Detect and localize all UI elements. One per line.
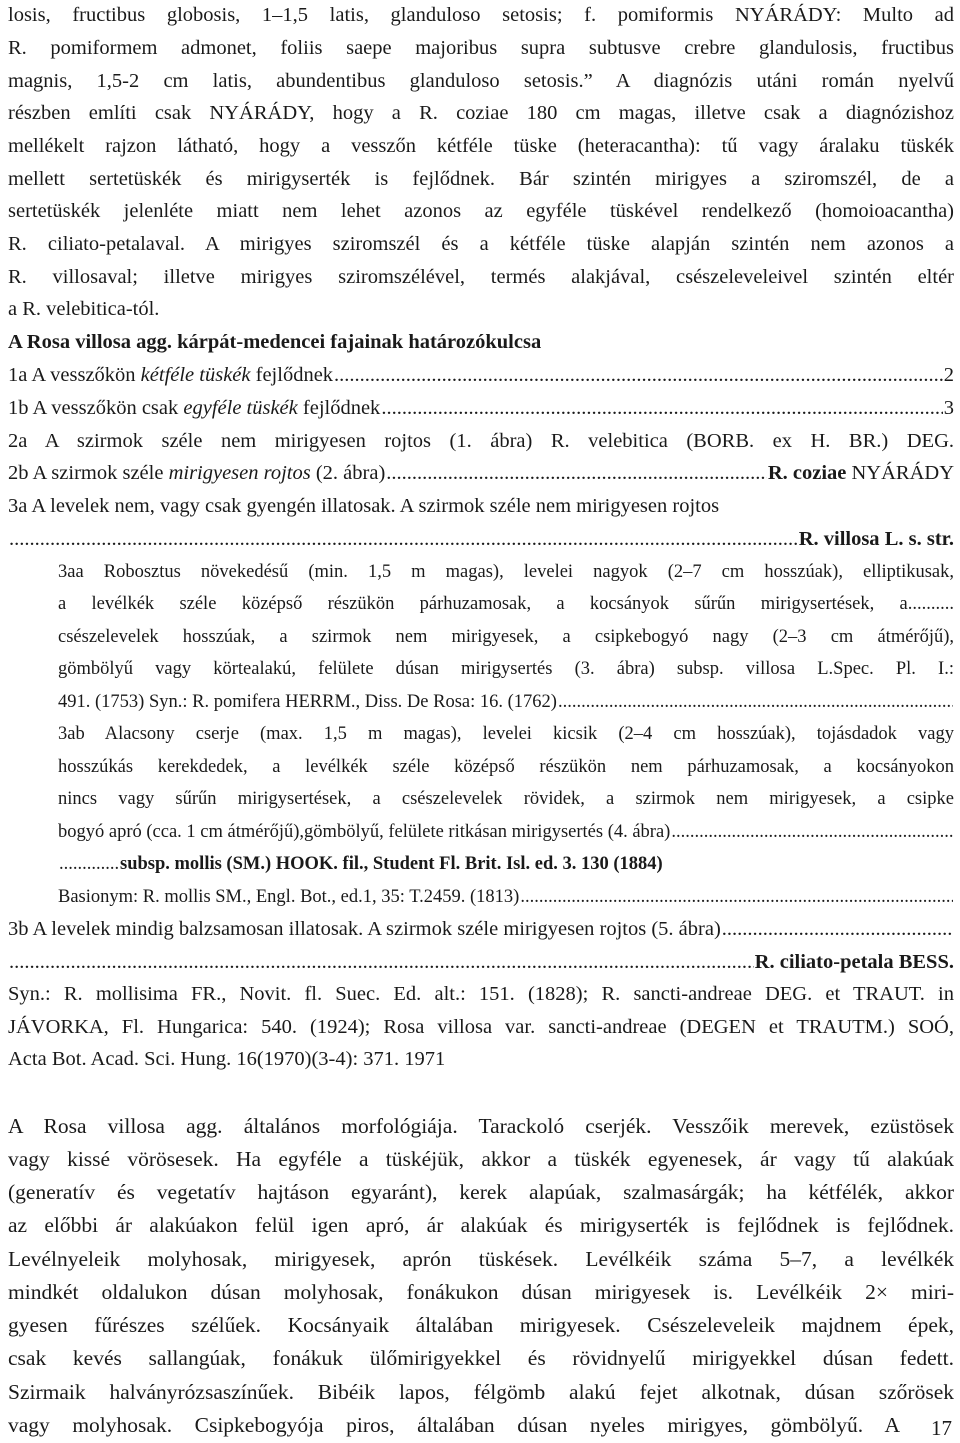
subkey-3aa-line: csészelevelek hosszúak, a szirmok nem mirigyesek, a csipkebogyó nagy (2–3 cm átmérőjű), [58, 627, 954, 647]
subkey-3ab-text: subsp. mollis (SM.) HOOK. fil., Student Fl. Brit. Isl. ed. 3. 130 (1884) [120, 854, 663, 874]
leader-dots [59, 849, 119, 879]
text-line: az előbbi ár alakúakon felül igen apró, ár alakúak és mirigyserték is fejlődnek is fejlődnek. [8, 1213, 954, 1237]
key-entry-2a: 2a A szirmok széle nem mirigyesen rojtos (1. ábra) R. velebitica (BORB. ex H. BR.) DEG. [8, 430, 954, 452]
text-line: R. pomiformem admonet, foliis saepe majoribus supra subtusve crebre glandulosis, fructibus [8, 37, 954, 59]
key-entry-text: 2b A szirmok széle mirigyesen rojtos (2. ábra) [8, 462, 386, 484]
key-entry-1b [8, 393, 954, 423]
leader-dots [9, 524, 798, 554]
leader-dots [386, 458, 767, 488]
subkey-3ab-line [58, 849, 954, 879]
text-line: vagy kissé vörösesek. Ha egyféle a tüskéjük, akkor a tüskék egyenesek, ár vagy tű alakúak [8, 1147, 954, 1171]
leader-dots [520, 882, 953, 912]
key-title: A Rosa villosa agg. kárpát-medencei fajainak határozókulcsa [8, 331, 542, 353]
key-target: R. ciliato-petala BESS. [754, 951, 954, 973]
synonym-line: Syn.: R. mollisima FR., Novit. fl. Suec. Ed. alt.: 151. (1828); R. sancti-andreae DEG. et TRAUT. in [8, 983, 954, 1005]
text-line: A Rosa villosa agg. általános morfológiája. Tarackoló cserjék. Vesszőik merevek, ezüstösek [8, 1114, 954, 1138]
key-entry-3b [8, 914, 954, 944]
text-line: mindkét oldalukon dúsan molyhosak, fonákukon dúsan mirigyesek is. Levélkéik 2× miri- [8, 1280, 954, 1304]
key-entry-text: 3b A levelek mindig balzsamosan illatosak. A szirmok széle mirigyesen rojtos (5. ábra) [8, 918, 721, 940]
leader-dots [334, 360, 943, 390]
subkey-3aa-line: gömbölyű vagy körtealakú, felülete dúsan mirigysertés (3. ábra) subsp. villosa L.Spec. Pl. I.: [58, 659, 954, 679]
key-entry-1a [8, 360, 954, 390]
text-line: R. villosaval; illetve mirigyes sziromszélével, termés alakjával, csészeleveleivel szintén eltér [8, 266, 954, 288]
synonym-line: Acta Bot. Acad. Sci. Hung. 16(1970)(3-4): 371. 1971 [8, 1048, 446, 1070]
leader-dots [722, 914, 953, 944]
text-line: vagy molyhosak. Csipkebogyója piros, általában dúsan nyeles mirigyes, gömbölyű. A [8, 1413, 900, 1437]
subkey-3ab-line [58, 882, 954, 912]
subkey-3aa-line: 3aa Robosztus növekedésű (min. 1,5 m magas), levelei nagyok (2–7 cm hosszúak), elliptikusak, [58, 562, 954, 582]
subkey-3ab-line [58, 817, 954, 847]
leader-dots [9, 947, 754, 977]
text-line: losis, fructibus globosis, 1–1,5 latis, glanduloso setosis; f. pomiformis NYÁRÁDY: Multo ad [8, 4, 954, 26]
key-target: R. villosa L. s. str. [798, 528, 954, 550]
key-entry-text: 1b A vesszőkön csak egyféle tüskék fejlődnek [8, 397, 381, 419]
text-line: Levélnyeleik molyhosak, mirigyesek, aprón tüskések. Levélkéik száma 5–7, a levélkék [8, 1247, 954, 1271]
subkey-3ab-text: bogyó apró (cca. 1 cm átmérőjű),gömbölyű, felülete ritkásan mirigysertés (4. ábra) [58, 822, 671, 842]
leader-dots [381, 393, 942, 423]
leader-dots [558, 687, 953, 717]
key-entry-3a-end [8, 524, 954, 554]
text-line: csak kevés sallangúak, fonákuk ülőmirigyekkel és rövidnyelű mirigyekkel dúsan fedett. [8, 1346, 954, 1370]
subkey-3aa-text: 491. (1753) Syn.: R. pomifera HERRM., Diss. De Rosa: 16. (1762) [58, 692, 557, 712]
text-line: Szirmaik halványrózsaszínűek. Bibéik lapos, félgömb alakú fejet alkotnak, dúsan szőrösek [8, 1380, 954, 1404]
text-line: mellékelt rajzon látható, hogy a vesszőn kétféle tüske (heteracantha): tű vagy áralaku tüskék [8, 135, 954, 157]
subkey-3ab-line: nincs vagy sűrűn mirigysertések, a csészelevelek rövidek, a szirmok nem mirigyesek, a csipke [58, 789, 954, 809]
subkey-3aa-line: a levélkék széle középső részükön párhuzamosak, a kocsányok sűrűn mirigysertések, a.......... [58, 594, 954, 614]
text-line: (generatív és vegetatív hajtáson egyaránt), kerek alapúak, szalmasárgák; ha kétfélék, akkor [8, 1180, 954, 1204]
key-target: R. coziae NYÁRÁDY [767, 462, 954, 484]
synonym-line: JÁVORKA, Fl. Hungarica: 540. (1924); Rosa villosa var. sancti-andreae (DEGEN et TRAUTM.) SOÓ, [8, 1016, 954, 1038]
subkey-3ab-line: 3ab Alacsony cserje (max. 1,5 m magas), levelei kicsik (2–4 cm hosszúak), tojásdadok vagy [58, 724, 954, 744]
text-line: magnis, 1,5-2 cm latis, abundentibus glanduloso setosis.” A diagnózis utáni román nyelvű [8, 70, 954, 92]
text-line: mellett sertetüskék és mirigyserték is fejlődnek. Bár szintén mirigyes a sziromszél, de a [8, 168, 954, 190]
text-line: részben említi csak NYÁRÁDY, hogy a R. coziae 180 cm magas, illetve csak a diagnózishoz [8, 102, 954, 124]
key-entry-text: 1a A vesszőkön kétféle tüskék fejlődnek [8, 364, 334, 386]
text-line: a R. velebitica-tól. [8, 298, 160, 320]
text-line: gyesen fűrészes szélűek. Kocsányaik általában mirigyesek. Csészeleveleik majdnem épek, [8, 1313, 954, 1337]
text-line: R. ciliato-petalaval. A mirigyes sziromszél és a kétféle tüske alapján szintén nem azonos a [8, 233, 954, 255]
key-target: 2 [943, 364, 954, 386]
subkey-3ab-text: Basionym: R. mollis SM., Engl. Bot., ed.1, 35: T.2459. (1813) [58, 887, 520, 907]
key-entry-2b [8, 458, 954, 488]
key-entry-3a: 3a A levelek nem, vagy csak gyengén illatosak. A szirmok széle nem mirigyesen rojtos [8, 495, 720, 517]
page-number: 17 [931, 1416, 952, 1440]
subkey-3aa-line [58, 687, 954, 717]
key-entry-3b-end [8, 947, 954, 977]
key-target: 3 [943, 397, 954, 419]
text-line: sertetüskék jelenléte miatt nem lehet azonos az egyféle tüskével rendelkező (homoioacantha) [8, 200, 954, 222]
subkey-3ab-line: hosszúkás kerekdedek, a levélkék széle középső részükön nem párhuzamosak, a kocsányokon [58, 757, 954, 777]
leader-dots [671, 817, 953, 847]
